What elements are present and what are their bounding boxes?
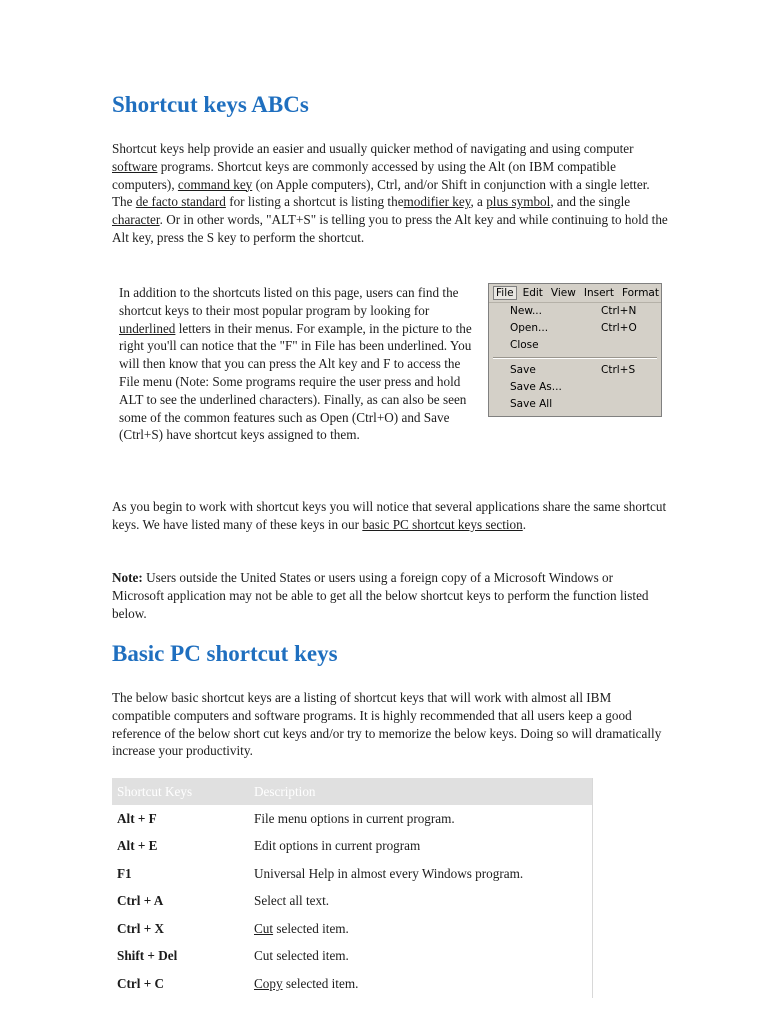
menu-item-label: Save As... [510, 381, 562, 393]
table-row [112, 915, 593, 943]
table-row [112, 943, 593, 971]
menu-item-open [491, 320, 659, 337]
intro-text-1: Shortcut keys help provide an easier and usually quicker method of navigating and using computer [112, 141, 634, 156]
menu-bar [489, 284, 661, 303]
intro-paragraph [112, 140, 668, 247]
menu-item-shortcut: Ctrl+S [601, 364, 636, 376]
shortcut-key-cell: Ctrl + C [117, 975, 165, 991]
file-menu-screenshot [488, 283, 662, 417]
menu-file: File [493, 286, 517, 300]
share-text-1: As you begin to work with shortcut keys you will notice that several applications share the same shortcut keys. We have listed many of these keys in our [112, 499, 667, 532]
menu-item-label: New... [510, 305, 542, 317]
intro-text-3: (on Apple computers), Ctrl, and/or Shift in conjunction with a single letter. The [112, 176, 650, 210]
link-modifier-key[interactable]: modifier key [403, 194, 471, 210]
table-row [112, 860, 593, 888]
intro-text-7: . Or in other words, "ALT+S" is telling you to press the Alt key and while continuing to hold the Alt key, press the S key to perform the shortcut. [112, 212, 668, 245]
note-paragraph [112, 569, 668, 622]
section-heading-basic-pc: Basic PC shortcut keys [112, 641, 338, 666]
menu-item-shortcut: Ctrl+N [601, 305, 637, 317]
menu-view: View [550, 287, 576, 299]
description-text: selected item. [273, 920, 349, 936]
menu-format: Format [621, 287, 659, 299]
menu-item-save-as [491, 379, 659, 396]
shortcut-key-cell: Shift + Del [117, 948, 178, 964]
intro-text-2: programs. Shortcut keys are commonly accessed by using the Alt (on IBM compatible computers), [112, 158, 616, 192]
intro-text-6: , and the single [550, 194, 631, 210]
table-row [112, 888, 593, 916]
description-link[interactable]: Cut [254, 920, 274, 936]
shortcut-key-cell: Ctrl + A [117, 893, 164, 909]
description-cell: Cut selected item. [254, 948, 349, 964]
description-link[interactable]: Copy [254, 975, 283, 991]
description-cell [249, 970, 593, 998]
header-shortcut-keys: Shortcut Keys [112, 778, 249, 805]
menu-item-shortcut [601, 396, 641, 413]
table-row [112, 970, 593, 998]
header-description: Description [249, 778, 593, 805]
menu-item-shortcut: Ctrl+O [601, 322, 637, 334]
menu-item-save [491, 362, 659, 379]
description-cell [249, 915, 593, 943]
shortcut-key-cell: Alt + F [117, 810, 157, 826]
link-software[interactable]: software [112, 158, 158, 174]
shortcut-key-cell: F1 [117, 865, 132, 881]
description-text: selected item. [282, 975, 359, 991]
link-plus-symbol[interactable]: plus symbol [486, 194, 551, 210]
shortcut-keys-table [112, 778, 593, 998]
description-cell: Universal Help in almost every Windows program. [254, 865, 524, 881]
link-character[interactable]: character [112, 212, 160, 228]
link-command-key[interactable]: command key [177, 176, 253, 192]
table-header-row [112, 778, 593, 805]
menu-item-new [491, 303, 659, 320]
table-row [112, 805, 593, 833]
menu-item-save-all [491, 396, 659, 413]
note-text: Users outside the United States or users using a foreign copy of a Microsoft Windows or Microsoft application may not be able to get all the below shortcut keys to perform the function listed below. [112, 570, 649, 621]
menu-item-label: Close [510, 339, 539, 351]
menu-edit: Edit [522, 287, 543, 299]
menu-item-close [491, 337, 659, 354]
shortcut-key-cell: Ctrl + X [117, 920, 165, 936]
basic-intro-paragraph: The below basic shortcut keys are a listing of shortcut keys that will work with almost all IBM compatible computers and software programs. It is highly recommended that all users keep a good reference of the below short cut keys and/or try to memorize the below keys. Doing so will dramatically increase your productivity. [112, 690, 662, 759]
menu-item-label: Save [510, 364, 536, 376]
description-cell: Edit options in current program [254, 838, 421, 854]
menu-separator [493, 357, 657, 359]
link-de-facto-standard[interactable]: de facto standard [135, 194, 226, 210]
intro-text-5: , a [470, 194, 487, 210]
note-label: Note: [112, 570, 143, 585]
menu-para-text-2: letters in their menus. For example, in the picture to the right you'll can notice that the "F" in File has been underlined. You will then know that you can press the Alt key and F to access the File menu (Note: Some programs require the user press and hold ALT to see the underlined characters). Finally, as can also be seen some of the common features such as Open (Ctrl+O) and Save (Ctrl+S) have shortcut keys assigned to them. [119, 320, 472, 443]
menu-item-shortcut [601, 337, 641, 354]
file-dropdown [491, 303, 659, 413]
table-row [112, 833, 593, 861]
menu-explanation-paragraph [119, 284, 475, 444]
description-cell: Select all text. [254, 893, 330, 909]
link-underlined[interactable]: underlined [119, 320, 176, 336]
section-heading-abcs: Shortcut keys ABCs [112, 92, 309, 117]
intro-text-4: for listing a shortcut is listing the [225, 194, 404, 210]
share-text-2: . [522, 516, 527, 532]
shared-keys-paragraph [112, 498, 668, 534]
menu-insert: Insert [583, 287, 614, 299]
menu-item-label: Save All [510, 398, 553, 410]
menu-item-shortcut [601, 379, 641, 396]
link-basic-pc-shortcut-keys[interactable]: basic PC shortcut keys section [362, 516, 523, 532]
menu-item-label: Open... [510, 322, 549, 334]
description-cell: File menu options in current program. [254, 810, 455, 826]
shortcut-key-cell: Alt + E [117, 838, 158, 854]
menu-para-text-1: In addition to the shortcuts listed on this page, users can find the shortcut keys to their most popular program by looking for [119, 285, 459, 318]
